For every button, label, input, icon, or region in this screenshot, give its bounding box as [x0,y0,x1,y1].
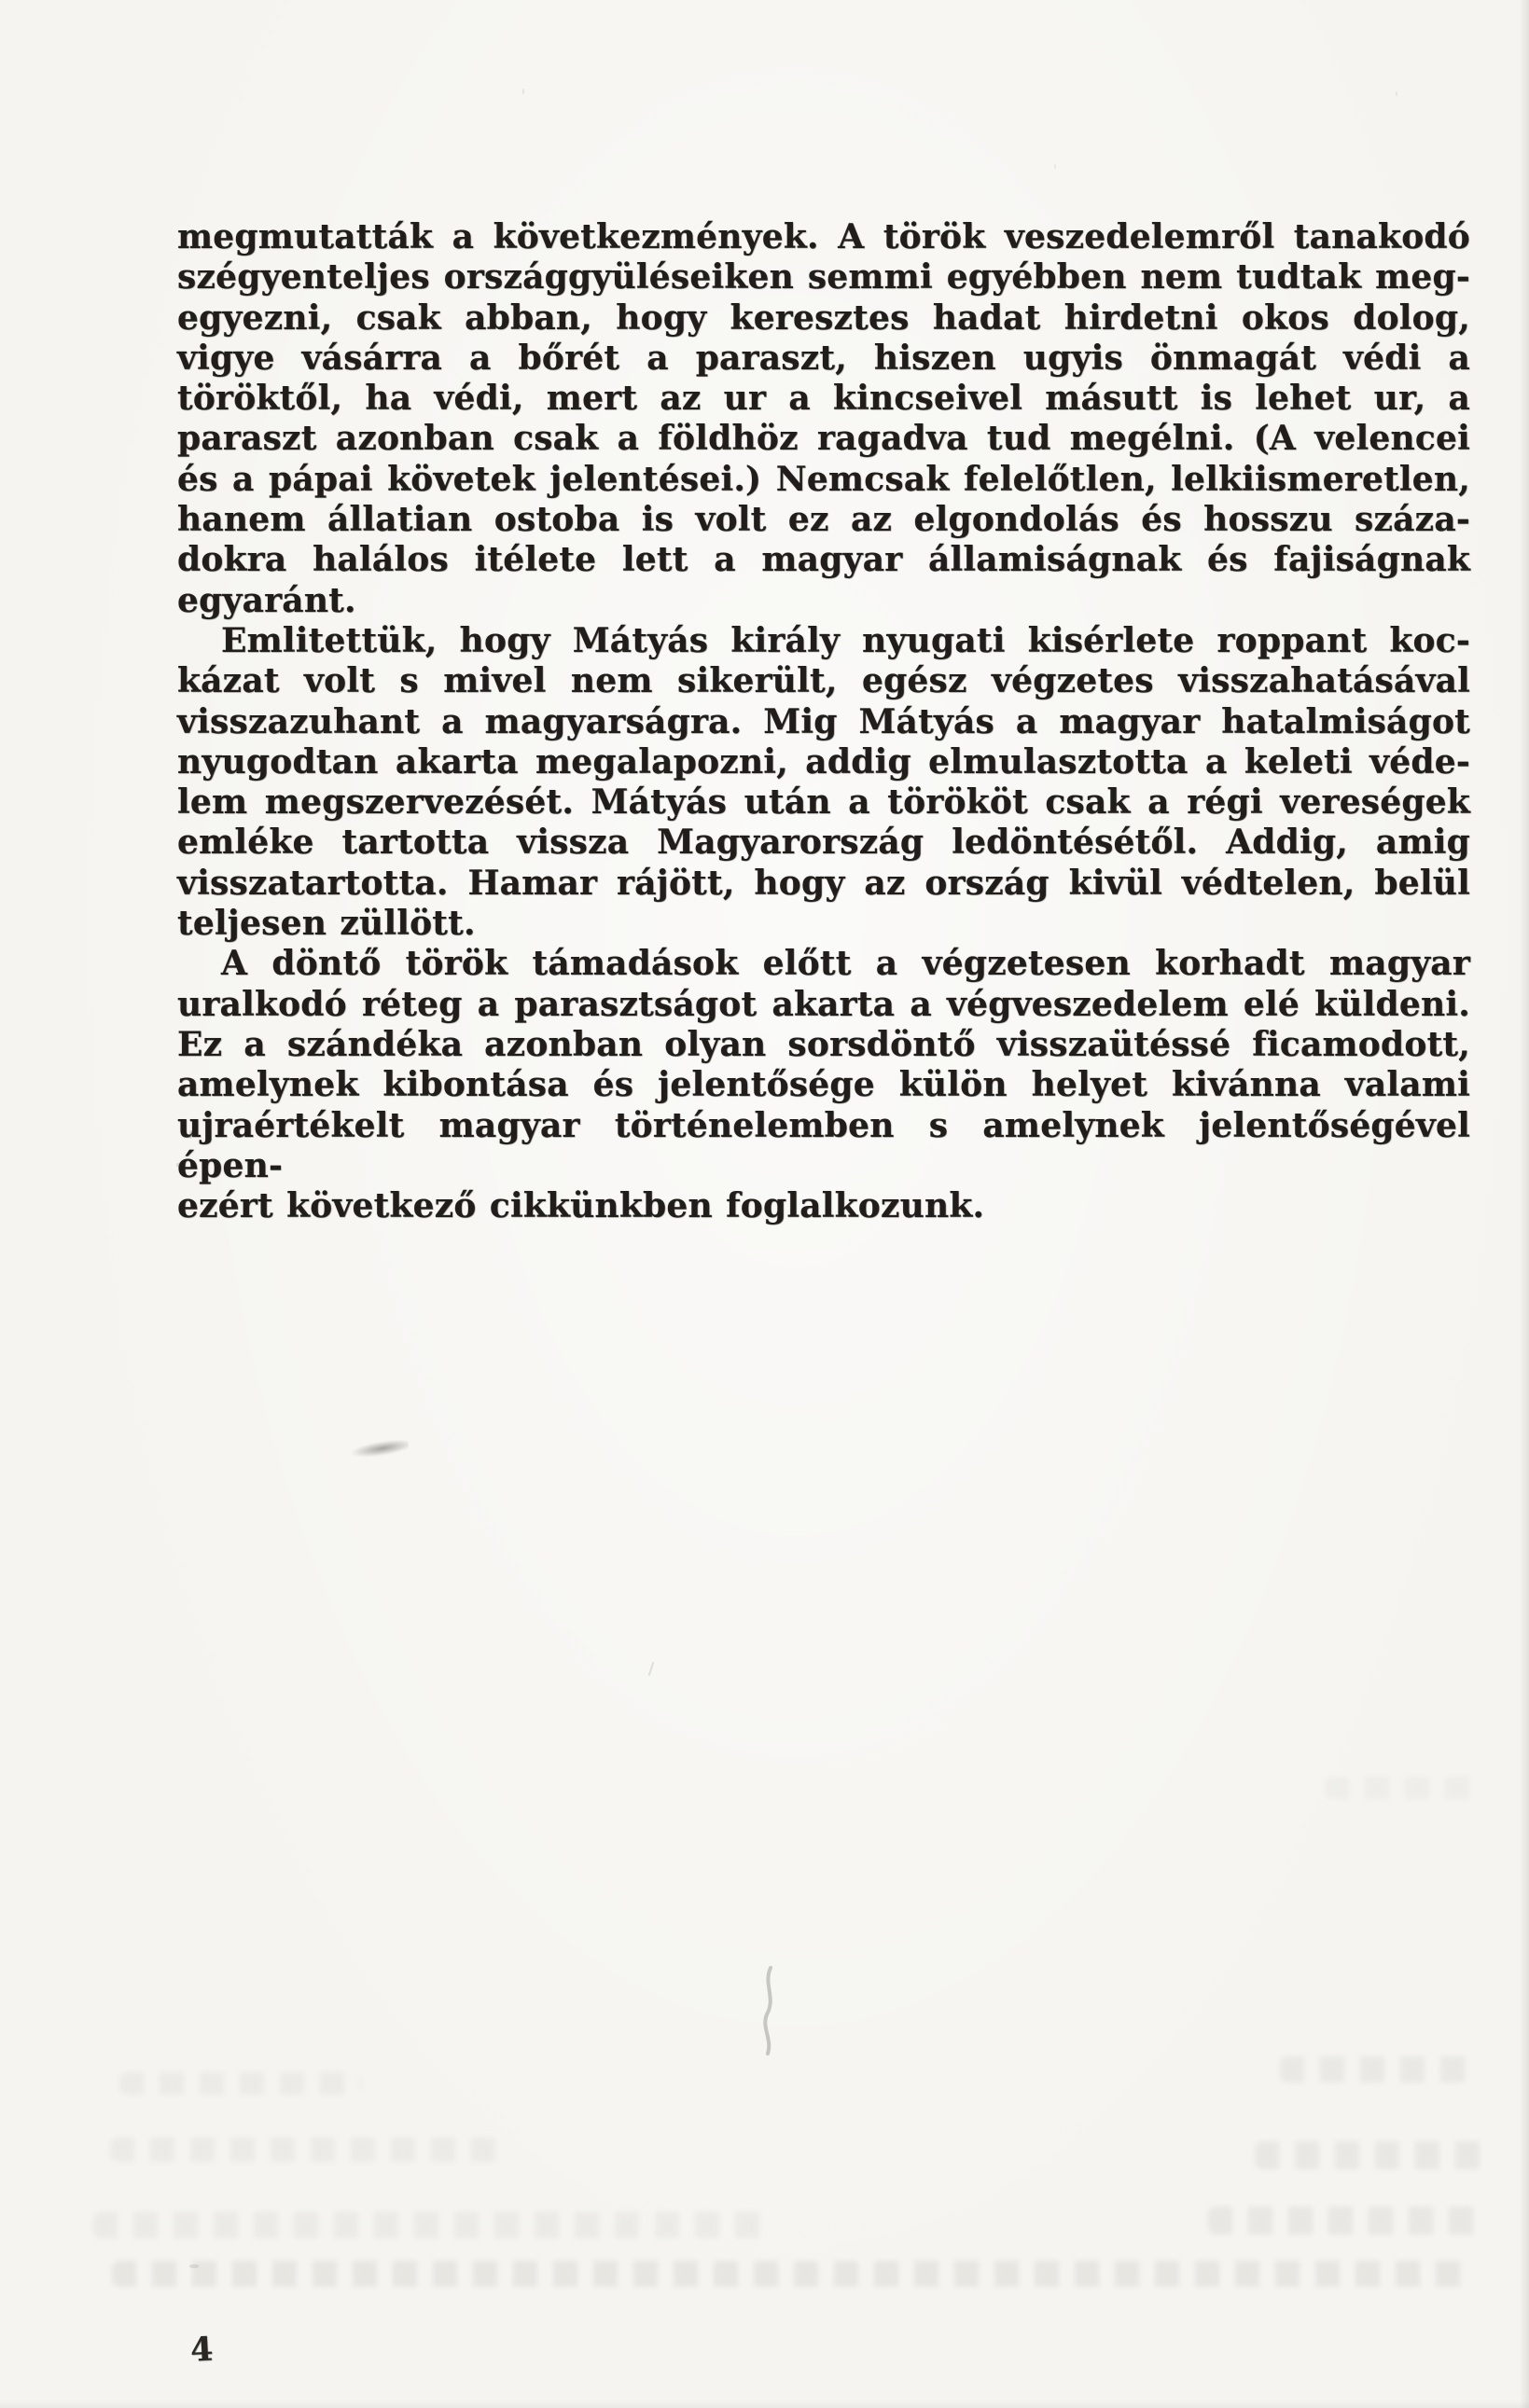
body-text [177,217,1470,1226]
text-line: emléke tartotta vissza Magyarország ledöntésétől. Addig, amig [177,823,1470,863]
text-line: amelynek kibontása és jelentősége külön helyet kivánna valami [177,1065,1470,1105]
ink-speck [189,1130,192,1139]
text-line: visszazuhant a magyarságra. Mig Mátyás a magyar hatalmiságot [177,701,1470,741]
pencil-smudge-mark [350,1437,410,1460]
text-line: egyezni, csak abban, hogy keresztes hadat hirdetni okos dolog, [177,298,1470,338]
page-edge-shadow-right [1520,0,1529,2408]
ink-speck [1396,91,1397,96]
page-edge-shadow-bottom [0,2401,1529,2408]
text-line: Emlitettük, hogy Mátyás király nyugati kisérlete roppant koc- [221,620,1470,660]
paragraph [177,217,1470,621]
text-line: egyaránt. [177,580,356,620]
text-line: hanem állatian ostoba is volt ez az elgondolás és hosszu száza- [177,500,1470,540]
text-line: szégyenteljes országgyüléseiken semmi egyébben nem tudtak meg- [177,257,1470,298]
bleed-through-ghost-text [1255,2141,1483,2169]
text-line: vigye vásárra a bőrét a paraszt, hiszen ugyis önmagát védi a [177,338,1470,378]
text-line: ezért következő cikkünkben foglalkozunk. [177,1186,985,1226]
bleed-through-ghost-text [93,2212,765,2238]
bleed-through-ghost-text [112,2261,1474,2287]
text-line: megmutatták a következmények. A török veszedelemről tanakodó [177,217,1470,256]
paragraph [177,944,1470,1226]
text-line: töröktől, ha védi, mert az ur a kincseivel másutt is lehet ur, a [177,379,1470,419]
bleed-through-ghost-text [1325,1777,1483,1799]
text-line: lem megszervezését. Mátyás után a törököt csak a régi vereségek [177,782,1470,823]
text-line: kázat volt s mivel nem sikerült, egész végzetes visszahatásával [177,661,1470,701]
text-line: ujraértékelt magyar történelemben s amelynek jelentőségével épen- [177,1105,1470,1185]
text-line: dokra halálos itélete lett a magyar államiságnak és fajiságnak [177,540,1470,580]
text-line: teljesen züllött. [177,904,476,944]
paragraph [177,621,1470,944]
text-line: uralkodó réteg a parasztságot akarta a végveszedelem elé küldeni. [177,984,1470,1024]
text-line: A döntő török támadások előtt a végzetesen korhadt magyar [221,944,1470,984]
text-line: Ez a szándéka azonban olyan sorsdöntő visszaütéssé ficamodott, [177,1024,1470,1064]
ink-speck [522,89,524,94]
bleed-through-ghost-text [110,2138,511,2162]
bleed-through-ghost-text [1280,2056,1476,2083]
text-line: visszatartotta. Hamar rájött, hogy az ország kivül védtelen, belül [177,863,1470,903]
text-line: nyugodtan akarta megalapozni, addig elmulasztotta a keleti véde- [177,741,1470,782]
stray-ink-line [648,1662,655,1676]
bleed-through-ghost-text [119,2072,362,2095]
bleed-through-ghost-text [1208,2207,1488,2235]
page-number: 4 [188,2330,215,2370]
text-line: és a pápai követek jelentései.) Nemcsak felelőtlen, lelkiismeretlen, [177,459,1470,499]
stray-squiggle-mark [758,1966,782,2059]
ink-speck [1054,164,1056,169]
text-line: paraszt azonban csak a földhöz ragadva tud megélni. (A velencei [177,419,1470,459]
ink-speck [176,1163,180,1167]
